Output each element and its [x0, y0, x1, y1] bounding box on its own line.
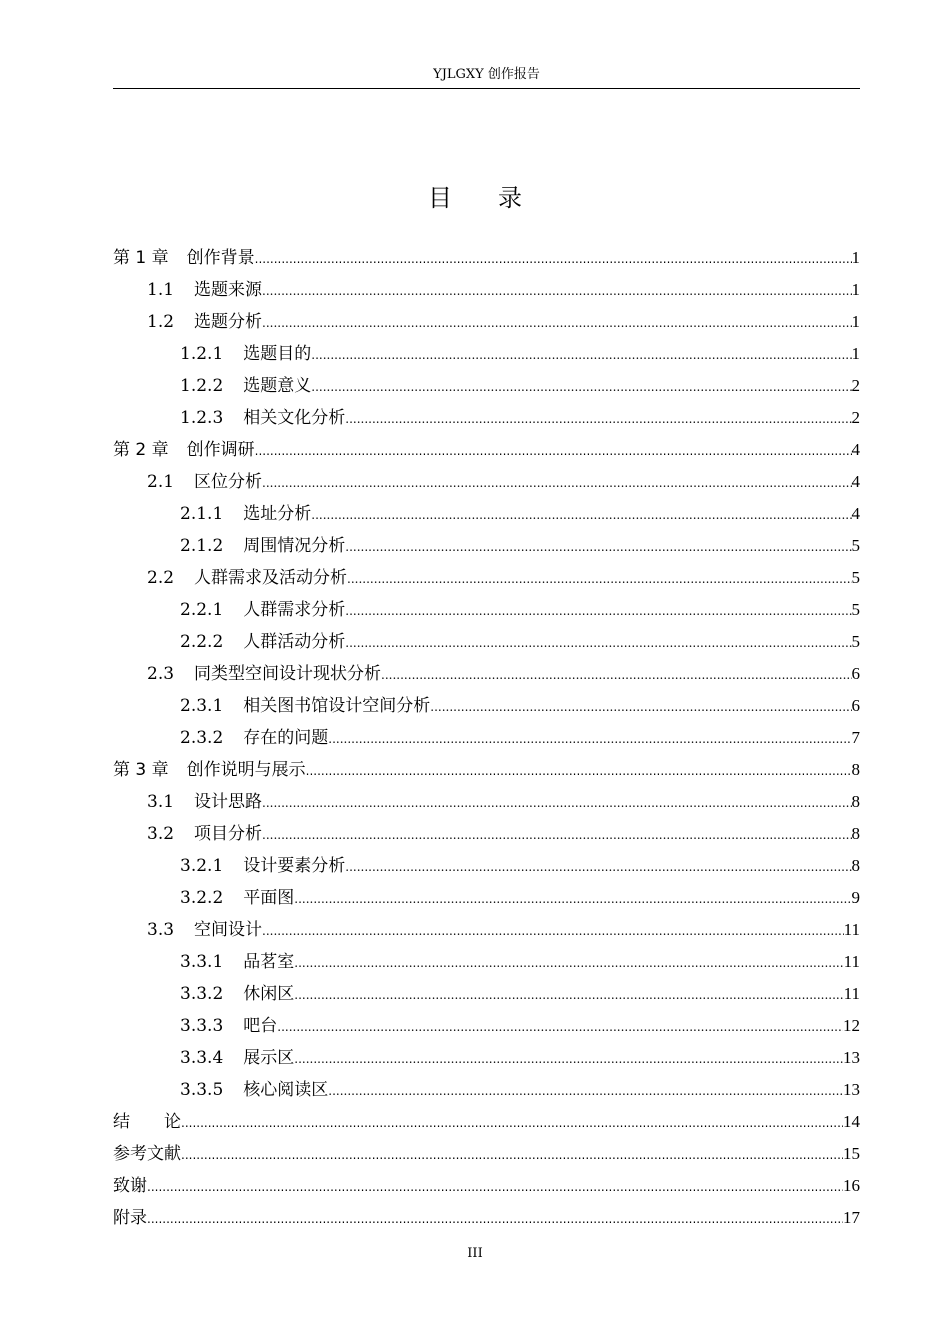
- toc-entry-number: 第 2 章: [113, 440, 169, 460]
- toc-entry-page: 11: [843, 984, 860, 1003]
- toc-leader-dots: [294, 883, 851, 915]
- toc-entry[interactable]: [113, 946, 860, 978]
- toc-entry[interactable]: [113, 1138, 860, 1170]
- toc-entry-number: 3.3.3: [180, 1016, 224, 1036]
- toc-entry-number: 3.1: [147, 792, 175, 812]
- toc-entry-title: 项目分析: [194, 824, 263, 844]
- toc-entry-page: 13: [843, 1080, 860, 1099]
- toc-leader-dots: [345, 531, 851, 563]
- toc-entry-title: 人群活动分析: [243, 632, 346, 652]
- toc-entry-page: 1: [851, 280, 860, 299]
- toc-entry-number: 3.2.1: [180, 856, 224, 876]
- toc-entry-title: 参考文献: [113, 1144, 181, 1164]
- toc-leader-dots: [311, 371, 851, 403]
- toc-entry-number: 2.3: [147, 664, 175, 684]
- toc-entry-number: 3.3: [147, 920, 175, 940]
- toc-entry-title: 存在的问题: [243, 728, 329, 748]
- toc-entry[interactable]: [113, 978, 860, 1010]
- toc-entry-page: 6: [851, 696, 860, 715]
- toc-entry-page: 5: [851, 600, 860, 619]
- toc-entry-title: 核心阅读区: [243, 1080, 329, 1100]
- toc-entry-number: 2.1.1: [180, 504, 224, 524]
- toc-leader-dots: [345, 627, 851, 659]
- toc-entry-title: 休闲区: [243, 984, 295, 1004]
- toc-entry-page: 5: [851, 568, 860, 587]
- toc-entry[interactable]: [113, 754, 860, 786]
- toc-entry-title: 空间设计: [194, 920, 263, 940]
- toc-leader-dots: [262, 307, 851, 339]
- toc-entry-number: 1.1: [147, 280, 175, 300]
- toc-entry-number: 1.2.1: [180, 344, 224, 364]
- toc-entry-title: 选址分析: [243, 504, 312, 524]
- toc-entry-page: 1: [851, 312, 860, 331]
- toc-leader-dots: [306, 755, 852, 787]
- toc-entry[interactable]: [113, 562, 860, 594]
- toc-entry-title: 同类型空间设计现状分析: [194, 664, 382, 684]
- toc-entry-title: 设计思路: [194, 792, 263, 812]
- toc-leader-dots: [147, 1203, 843, 1235]
- toc-leader-dots: [255, 243, 852, 275]
- toc-entry[interactable]: [113, 530, 860, 562]
- toc-entry-page: 12: [843, 1016, 860, 1035]
- toc-entry-page: 4: [851, 504, 860, 523]
- toc-entry-title: 结 论: [113, 1112, 181, 1132]
- toc-leader-dots: [381, 659, 851, 691]
- toc-entry[interactable]: [113, 882, 860, 914]
- toc-leader-dots: [262, 787, 851, 819]
- toc-entry-number: 第 3 章: [113, 760, 169, 780]
- toc-leader-dots: [294, 947, 843, 979]
- toc-title: 目录: [428, 184, 568, 212]
- toc-leader-dots: [262, 467, 851, 499]
- toc-entry-title: 品茗室: [243, 952, 295, 972]
- toc-entry-page: 8: [851, 760, 860, 779]
- toc-entry-title: 附录: [113, 1208, 147, 1228]
- toc-entry-number: 3.3.2: [180, 984, 224, 1004]
- toc-entry[interactable]: [113, 370, 860, 402]
- toc-entry-page: 5: [851, 536, 860, 555]
- toc-entry-title: 人群需求分析: [243, 600, 346, 620]
- toc-leader-dots: [277, 1011, 843, 1043]
- table-of-contents: [113, 242, 860, 1234]
- toc-entry-page: 7: [851, 728, 860, 747]
- toc-entry[interactable]: [113, 626, 860, 658]
- toc-entry-title: 相关图书馆设计空间分析: [243, 696, 431, 716]
- toc-entry-number: 1.2: [147, 312, 175, 332]
- toc-leader-dots: [345, 595, 851, 627]
- toc-entry[interactable]: [113, 1010, 860, 1042]
- toc-entry-number: 2.2.2: [180, 632, 224, 652]
- toc-entry-number: 2.1: [147, 472, 175, 492]
- toc-leader-dots: [255, 435, 852, 467]
- toc-entry-title: 平面图: [243, 888, 295, 908]
- toc-entry-number: 3.3.4: [180, 1048, 224, 1068]
- toc-leader-dots: [345, 403, 851, 435]
- toc-entry-number: 2.1.2: [180, 536, 224, 556]
- toc-leader-dots: [311, 339, 851, 371]
- toc-entry-page: 2: [851, 376, 860, 395]
- toc-entry-page: 13: [843, 1048, 860, 1067]
- toc-entry-number: 3.3.1: [180, 952, 224, 972]
- toc-entry[interactable]: [113, 402, 860, 434]
- toc-entry-page: 16: [843, 1176, 860, 1195]
- toc-entry-page: 1: [851, 344, 860, 363]
- toc-entry[interactable]: [113, 1202, 860, 1234]
- toc-entry-title: 选题来源: [194, 280, 263, 300]
- toc-entry-title: 设计要素分析: [243, 856, 346, 876]
- toc-entry[interactable]: [113, 818, 860, 850]
- toc-entry-page: 2: [851, 408, 860, 427]
- toc-leader-dots: [181, 1107, 843, 1139]
- toc-entry-number: 3.2.2: [180, 888, 224, 908]
- toc-entry-title: 选题分析: [194, 312, 263, 332]
- toc-entry[interactable]: [113, 594, 860, 626]
- toc-entry[interactable]: [113, 274, 860, 306]
- toc-leader-dots: [294, 979, 843, 1011]
- toc-entry-number: 2.2.1: [180, 600, 224, 620]
- toc-leader-dots: [430, 691, 851, 723]
- toc-entry[interactable]: [113, 850, 860, 882]
- toc-entry[interactable]: [113, 690, 860, 722]
- toc-entry[interactable]: [113, 466, 860, 498]
- toc-entry-title: 致谢: [113, 1176, 147, 1196]
- toc-leader-dots: [345, 851, 851, 883]
- toc-entry-page: 4: [851, 472, 860, 491]
- toc-entry-number: 3.2: [147, 824, 175, 844]
- toc-entry-page: 15: [843, 1144, 860, 1163]
- toc-entry[interactable]: [113, 1170, 860, 1202]
- toc-entry[interactable]: [113, 914, 860, 946]
- toc-entry-number: 2.2: [147, 568, 175, 588]
- toc-leader-dots: [294, 1043, 843, 1075]
- toc-entry-page: 17: [843, 1208, 860, 1227]
- toc-leader-dots: [262, 275, 851, 307]
- toc-entry[interactable]: [113, 338, 860, 370]
- toc-leader-dots: [181, 1139, 843, 1171]
- toc-entry-number: 3.3.5: [180, 1080, 224, 1100]
- toc-entry-title: 周围情况分析: [243, 536, 346, 556]
- toc-leader-dots: [328, 1075, 843, 1107]
- toc-entry-title: 吧台: [243, 1016, 278, 1036]
- toc-leader-dots: [311, 499, 851, 531]
- toc-entry[interactable]: [113, 1042, 860, 1074]
- toc-entry-number: 2.3.2: [180, 728, 224, 748]
- toc-entry[interactable]: [113, 242, 860, 274]
- toc-entry-number: 2.3.1: [180, 696, 224, 716]
- toc-entry-title: 创作背景: [186, 248, 255, 268]
- toc-entry[interactable]: [113, 434, 860, 466]
- toc-entry-number: 第 1 章: [113, 248, 169, 268]
- toc-entry[interactable]: [113, 1106, 860, 1138]
- toc-leader-dots: [262, 915, 844, 947]
- toc-entry-number: 1.2.2: [180, 376, 224, 396]
- toc-entry-page: 8: [851, 792, 860, 811]
- toc-entry-page: 14: [843, 1112, 860, 1131]
- toc-entry-title: 区位分析: [194, 472, 263, 492]
- toc-entry-title: 创作说明与展示: [186, 760, 306, 780]
- page-number: III: [467, 1246, 483, 1261]
- running-header: YJLGXY 创作报告: [113, 62, 860, 89]
- toc-entry[interactable]: [113, 786, 860, 818]
- toc-entry-page: 1: [851, 248, 860, 267]
- toc-entry-title: 展示区: [243, 1048, 295, 1068]
- toc-entry-title: 选题意义: [243, 376, 312, 396]
- toc-entry-title: 人群需求及活动分析: [194, 568, 348, 588]
- toc-entry-number: 1.2.3: [180, 408, 224, 428]
- toc-entry-page: 8: [851, 824, 860, 843]
- toc-leader-dots: [147, 1171, 843, 1203]
- toc-entry[interactable]: [113, 306, 860, 338]
- toc-entry-page: 11: [843, 920, 860, 939]
- toc-entry-page: 6: [851, 664, 860, 683]
- toc-entry-title: 选题目的: [243, 344, 312, 364]
- toc-entry[interactable]: [113, 722, 860, 754]
- toc-entry[interactable]: [113, 658, 860, 690]
- toc-entry[interactable]: [113, 1074, 860, 1106]
- toc-entry[interactable]: [113, 498, 860, 530]
- toc-entry-page: 8: [851, 856, 860, 875]
- toc-leader-dots: [347, 563, 851, 595]
- toc-entry-page: 4: [851, 440, 860, 459]
- toc-leader-dots: [328, 723, 851, 755]
- toc-entry-page: 9: [851, 888, 860, 907]
- toc-leader-dots: [262, 819, 851, 851]
- toc-entry-page: 5: [851, 632, 860, 651]
- toc-entry-title: 相关文化分析: [243, 408, 346, 428]
- toc-entry-page: 11: [843, 952, 860, 971]
- toc-entry-title: 创作调研: [186, 440, 255, 460]
